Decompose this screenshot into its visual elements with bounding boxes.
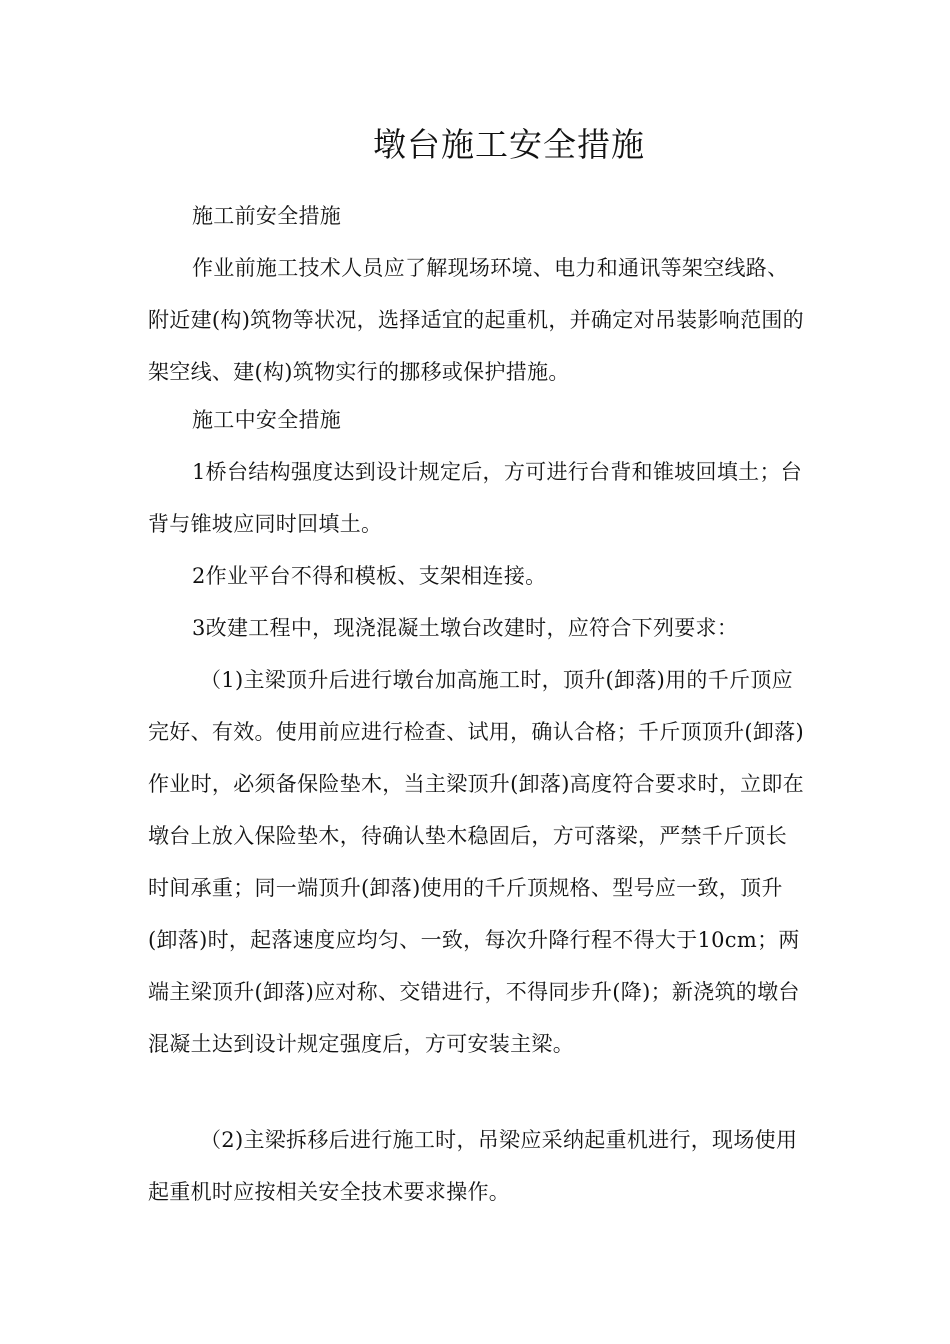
paragraph-item-1: 1桥台结构强度达到设计规定后，方可进行台背和锥坡回填土；台背与锥坡应同时回填土。 — [148, 460, 803, 536]
paragraph-subitem-1: （1)主梁顶升后进行墩台加高施工时，顶升(卸落)用的千斤顶应完好、有效。使用前应进行检查、试用，确认合格；千斤顶顶升(卸落)作业时，必须备保险垫木，当主梁顶升(卸落)高度符合要求时，立即在墩台上放入保险垫木，待确认垫木稳固后，方可落梁，严禁千斤顶长时间承重；同一端顶升(卸落)使用的千斤顶规格、型号应一致，顶升(卸落)时，起落速度应均匀、一致，每次升降行程不得大于10cm；两端主梁顶升(卸落)应对称、交错进行，不得同步升(降)；新浇筑的墩台混凝土达到设计规定强度后，方可安装主梁。 — [148, 668, 804, 1056]
paragraph-item-3: 3改建工程中，现浇混凝土墩台改建时，应符合下列要求： — [192, 616, 739, 640]
paragraph-subitem-2: （2)主梁拆移后进行施工时，吊梁应采纳起重机进行，现场使用起重机时应按相关安全技术要求操作。 — [148, 1128, 798, 1204]
document-title: 墩台施工安全措施 — [373, 125, 645, 164]
paragraph-pre-construction: 作业前施工技术人员应了解现场环境、电力和通讯等架空线路、附近建(构)筑物等状况，选择适宜的起重机，并确定对吊装影响范围的架空线、建(构)筑物实行的挪移或保护措施。 — [148, 256, 804, 384]
heading-during-construction: 施工中安全措施 — [192, 408, 342, 432]
paragraph-item-2: 2作业平台不得和模板、支架相连接。 — [192, 564, 547, 588]
heading-pre-construction: 施工前安全措施 — [192, 204, 342, 228]
